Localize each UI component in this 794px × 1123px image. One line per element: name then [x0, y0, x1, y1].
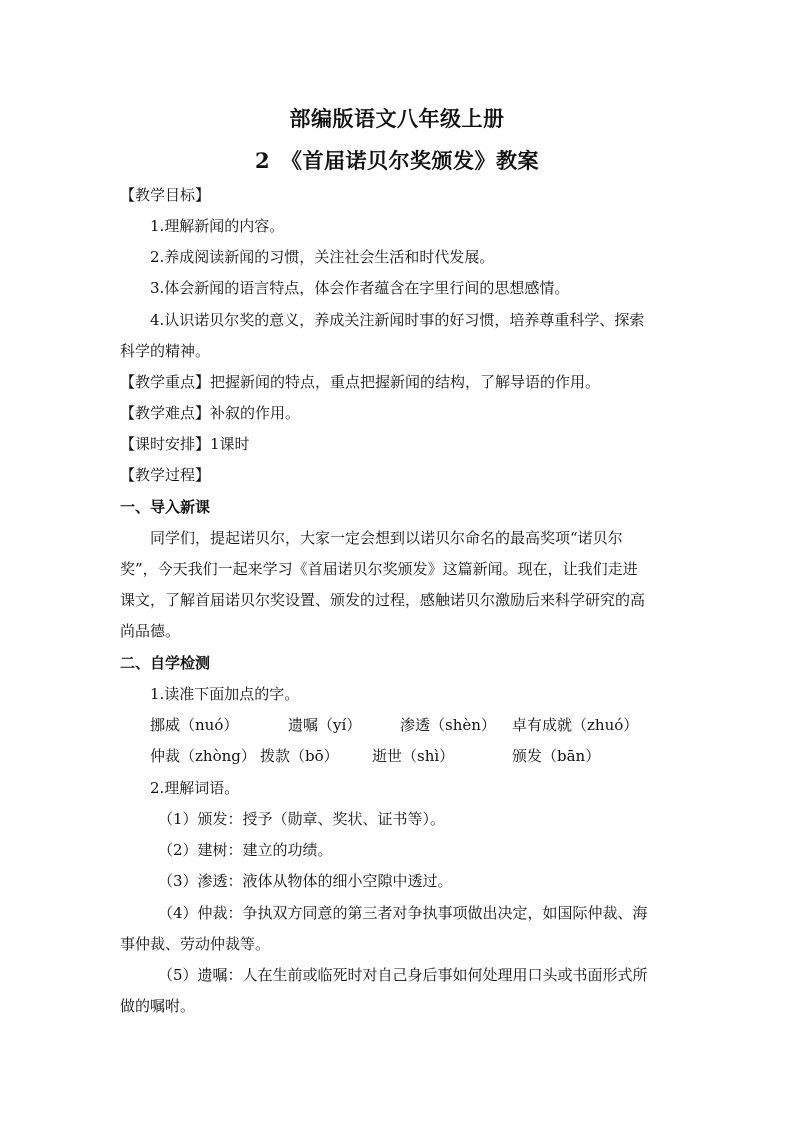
schedule: 【课时安排】1课时: [120, 435, 250, 453]
difficulty: 【教学难点】补叙的作用。: [120, 404, 301, 422]
goal-item: 1.理解新闻的内容。: [150, 217, 285, 235]
goal-item-continuation: 科学的精神。: [120, 342, 211, 360]
goal-item: 4.认识诺贝尔奖的意义，养成关注新闻时事的好习惯，培养尊重科学、探索: [150, 311, 645, 329]
question: 1.读准下面加点的字。: [150, 685, 300, 703]
pinyin-row: [150, 745, 680, 767]
term-item-continuation: 事仲裁、劳动仲裁等。: [120, 935, 271, 953]
pinyin-item: 仲裁（zhòng）: [150, 747, 256, 765]
pinyin-item: 挪威（nuó）: [150, 716, 239, 734]
section-heading: 一、导入新课: [120, 498, 211, 516]
lesson-title: 2 《首届诺贝尔奖颁发》教案: [254, 148, 540, 173]
process-header: 【教学过程】: [120, 466, 211, 484]
term-item: （5）遗嘱：人在生前或临死时对自己身后事如何处理用口头或书面形式所: [158, 966, 648, 984]
pinyin-row: [150, 714, 680, 736]
pinyin-item: 拨款（bō）: [260, 747, 339, 765]
question: 2.理解词语。: [150, 779, 240, 797]
term-item: （4）仲裁：争执双方同意的第三者对争执事项做出决定，如国际仲裁、海: [158, 904, 648, 922]
pinyin-item: 逝世（shì）: [372, 747, 455, 765]
goal-item: 2.养成阅读新闻的习惯，关注社会生活和时代发展。: [150, 248, 495, 266]
term-item: （1）颁发：授予（勋章、奖状、证书等）。: [158, 810, 446, 828]
pinyin-item: 遗嘱（yí）: [288, 716, 362, 734]
pinyin-item: 渗透（shèn）: [400, 716, 496, 734]
paragraph-line: 尚品德。: [120, 622, 181, 640]
term-item-continuation: 做的嘱咐。: [120, 997, 196, 1015]
section-heading: 二、自学检测: [120, 654, 211, 672]
goals-header: 【教学目标】: [120, 186, 211, 204]
goal-item: 3.体会新闻的语言特点，体会作者蕴含在字里行间的思想感情。: [150, 279, 570, 297]
key-point: 【教学重点】把握新闻的特点，重点把握新闻的结构，了解导语的作用。: [120, 373, 601, 391]
pinyin-item: 卓有成就（zhuó）: [512, 716, 639, 734]
paragraph-line: 课文，了解首届诺贝尔奖设置、颁发的过程，感触诺贝尔激励后来科学研究的高: [120, 591, 646, 609]
paragraph-line: 奖”，今天我们一起来学习《首届诺贝尔奖颁发》这篇新闻。现在，让我们走进: [120, 560, 638, 578]
term-item: （2）建树：建立的功绩。: [158, 841, 333, 859]
paragraph-line: 同学们，提起诺贝尔，大家一定会想到以诺贝尔命名的最高奖项“诺贝尔: [150, 529, 623, 547]
pinyin-item: 颁发（bān）: [512, 747, 601, 765]
term-item: （3）渗透：液体从物体的细小空隙中透过。: [158, 872, 453, 890]
document-title: 部编版语文八年级上册: [289, 106, 505, 131]
